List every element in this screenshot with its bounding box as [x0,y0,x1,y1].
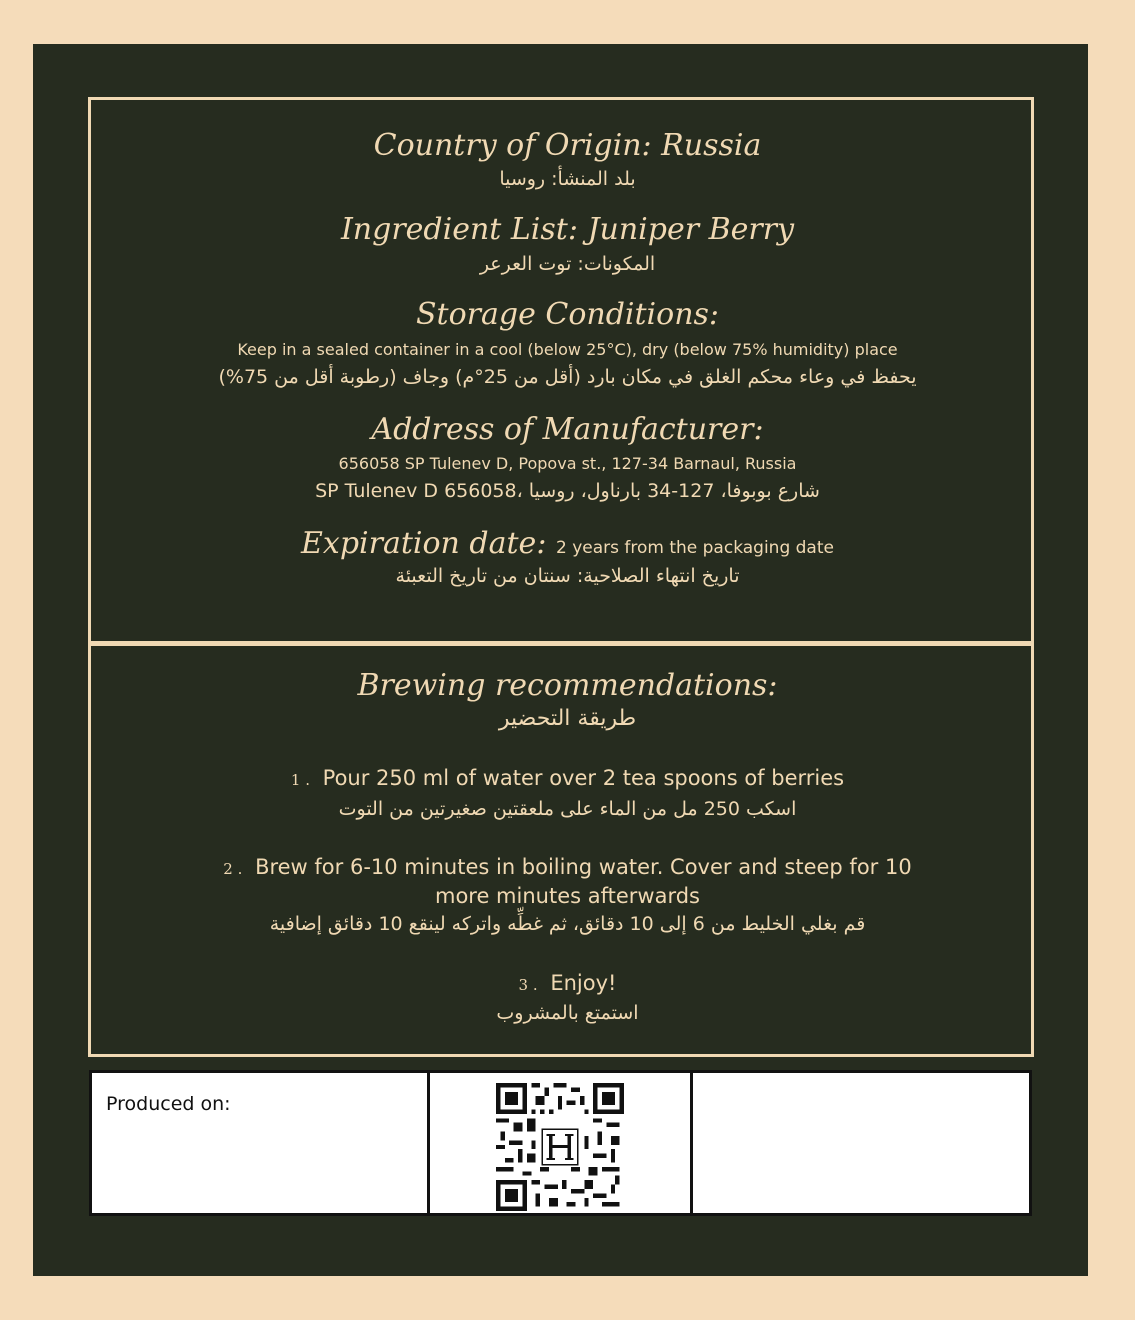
step-english: Brew for 6-10 minutes in boiling water. Cover and steep for 10 [255,855,912,879]
step-number: 3 . [518,976,538,994]
produced-on-label: Produced on: [106,1093,231,1115]
expiration-arabic: تاريخ انتهاء الصلاحية: سنتان من تاريخ التعبئة [395,565,740,587]
step-english: Pour 250 ml of water over 2 tea spoons of berries [322,766,845,790]
ingredients-heading: Ingredient List: Juniper Berry [340,212,795,247]
ingredients-arabic: المكونات: توت العرعر [479,253,656,275]
qr-code-icon [496,1083,624,1211]
storage-english: Keep in a sealed container in a cool (below 25°C), dry (below 75% humidity) place [237,340,898,359]
origin-arabic: بلد المنشأ: روسيا [499,168,636,190]
produced-on-cell [89,1070,430,1216]
expiration-line [0,526,1135,561]
address-arabic: شارع بوبوفا، 127-34 بارناول، روسيا ،656058 SP Tulenev D [315,480,820,502]
step-2-arabic: قم بغلي الخليط من 6 إلى 10 دقائق، ثم غطِّه واتركه لينقع 10 دقائق إضافية [269,913,866,935]
storage-arabic: يحفظ في وعاء محكم الغلق في مكان بارد (أقل من 25°م) وجاف (رطوبة أقل من 75%) [218,366,917,388]
step-2-line2: more minutes afterwards [434,884,700,908]
brewing-heading: Brewing recommendations: [357,668,778,703]
step-2 [0,855,1135,879]
empty-cell [690,1070,1032,1216]
origin-heading: Country of Origin: Russia [373,128,762,163]
step-english: Enjoy! [550,971,617,995]
qr-cell [427,1070,693,1216]
step-3 [0,971,1135,995]
step-1-arabic: اسكب 250 مل من الماء على ملعقتين صغيرتين من التوت [338,798,797,820]
step-number: 2 . [223,860,243,878]
expiration-heading: Expiration date: [301,526,547,561]
expiration-value: 2 years from the packaging date [555,538,834,558]
address-heading: Address of Manufacturer: [371,412,764,447]
brewing-arabic: طريقة التحضير [498,706,637,731]
storage-heading: Storage Conditions: [415,297,720,332]
step-1 [0,766,1135,790]
address-english: 656058 SP Tulenev D, Popova st., 127-34 Barnaul, Russia [338,454,797,473]
step-3-arabic: استمتع بالمشروب [496,1002,639,1024]
step-number: 1 . [290,771,310,789]
